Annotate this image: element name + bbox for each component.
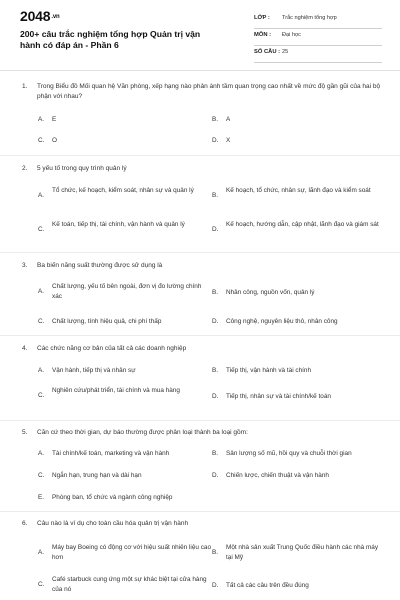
meta-row-question-count [254, 46, 382, 63]
question-number: 4. [22, 345, 28, 352]
question-divider [0, 155, 400, 156]
logo-tld: .vn [51, 14, 60, 21]
option-text: O [52, 137, 57, 144]
option-letter: C. [38, 472, 45, 479]
option-text: E [52, 116, 57, 123]
question-text: Căn cứ theo thời gian, dự báo thường được phân loại thành ba loại gồm: [37, 429, 248, 436]
question-divider [0, 420, 400, 421]
question-number: 3. [22, 262, 28, 269]
option-text: Café starbuck cung ứng một sự khác biệt tại cửa hàng của nó [52, 576, 207, 593]
question-number: 6. [22, 520, 28, 527]
option-text: Vận hành, tiếp thị và nhân sự [52, 367, 136, 374]
option-text: Sản lượng số mũ, hồi quy và chuỗi thời gian [226, 450, 352, 457]
option-letter: C. [38, 581, 45, 588]
option-letter: D. [212, 137, 219, 144]
option-text: Tổ chức, kế hoạch, kiểm soát, nhân sự và quản lý [52, 187, 194, 194]
meta-value: 25 [282, 49, 289, 55]
question-number: 5. [22, 429, 28, 436]
question-text: Các chức năng cơ bản của tất cả các doanh nghiệp [37, 345, 187, 352]
option-letter: A. [38, 450, 45, 457]
meta-value: Đại học [282, 32, 301, 38]
option-letter: C. [38, 392, 45, 399]
option-text: Máy bay Boeing có động cơ với hiệu suất nhiên liệu cao hơn [52, 544, 212, 561]
site-logo[interactable] [20, 8, 59, 24]
option-text: A [226, 116, 231, 123]
question-text: Ba biến năng suất thường được sử dụng là [37, 262, 163, 269]
question-text: Câu nào là ví dụ cho toàn cầu hóa quản trị vận hành [37, 520, 189, 527]
option-letter: B. [212, 549, 219, 556]
option-text: Chất lượng, yếu tố bên ngoài, đơn vị đo lường chính xác [52, 283, 202, 300]
option-text: Kế hoạch, hướng dẫn, cập nhật, lãnh đạo và giám sát [226, 221, 379, 228]
option-letter: A. [38, 549, 45, 556]
option-text: Kế hoạch, tổ chức, nhân sự, lãnh đạo và kiểm soát [226, 187, 371, 194]
option-text: Nhân công, nguồn vốn, quản lý [226, 289, 315, 296]
option-text: Chất lượng, tính hiệu quả, chi phí thấp [52, 318, 162, 325]
option-letter: B. [212, 116, 219, 123]
question-divider [0, 335, 400, 336]
question-divider [0, 511, 400, 512]
option-letter: D. [212, 472, 219, 479]
option-text: X [226, 137, 231, 144]
option-letter: C. [38, 318, 45, 325]
option-text: Kế toán, tiếp thị, tài chính, vận hành và quản lý [52, 221, 185, 228]
option-letter: D. [212, 582, 219, 589]
header-divider [0, 70, 400, 71]
option-letter: A. [38, 288, 45, 295]
question-number: 2. [22, 165, 28, 172]
option-letter: B. [212, 289, 219, 296]
option-letter: D. [212, 318, 219, 325]
option-letter: B. [212, 192, 219, 199]
option-text: Nghiên cứu/phát triển, tài chính và mua hàng [52, 387, 180, 394]
option-letter: E. [38, 494, 45, 501]
option-text: Ngắn hạn, trung hạn và dài hạn [52, 472, 142, 479]
question-text: 5 yếu tố trong quy trình quản lý [37, 165, 127, 172]
meta-key: SỐ CÂU : [254, 49, 281, 55]
meta-key: LỚP : [254, 15, 270, 21]
option-letter: A. [38, 192, 45, 199]
option-text: Tài chính/kế toán, marketing và vận hành [52, 450, 170, 457]
option-letter: B. [212, 367, 219, 374]
option-text: Tiếp thị, nhân sự và tài chính/kế toán [226, 393, 331, 400]
option-text: Tiếp thị, vận hành và tài chính [226, 367, 312, 374]
option-letter: C. [38, 226, 45, 233]
option-text: Một nhà sản xuất Trung Quốc điều hành các nhà máy tại Mỹ [226, 544, 379, 561]
option-text: Phòng ban, tổ chức và ngành công nghiệp [52, 494, 173, 501]
option-letter: D. [212, 393, 219, 400]
option-letter: D. [212, 226, 219, 233]
meta-key: MÔN : [254, 32, 272, 38]
meta-value: Trắc nghiệm tổng hợp [282, 15, 337, 21]
document-header [0, 0, 400, 70]
option-letter: C. [38, 137, 45, 144]
question-number: 1. [22, 83, 28, 90]
option-letter: B. [212, 450, 219, 457]
question-divider [0, 252, 400, 253]
option-letter: A. [38, 116, 45, 123]
option-text: Chiến lược, chiến thuật và vận hành [226, 472, 329, 479]
option-text: Công nghệ, nguyên liệu thô, nhân công [226, 318, 338, 325]
logo-text: 2048 [20, 8, 51, 24]
question-text: Trong Biểu đồ Mối quan hệ Văn phòng, xếp hạng nào phản ánh tầm quan trọng cao nhất về mức độ gần gũi của hai bộ phận với nhau? [37, 83, 381, 100]
meta-row-class [254, 12, 382, 29]
option-letter: A. [38, 367, 45, 374]
option-text: Tất cả các câu trên đều đúng [226, 582, 309, 589]
document-title: 200+ câu trắc nghiệm tổng hợp Quản trị vận hành có đáp án - Phần 6 [20, 29, 201, 50]
meta-row-subject [254, 29, 382, 46]
